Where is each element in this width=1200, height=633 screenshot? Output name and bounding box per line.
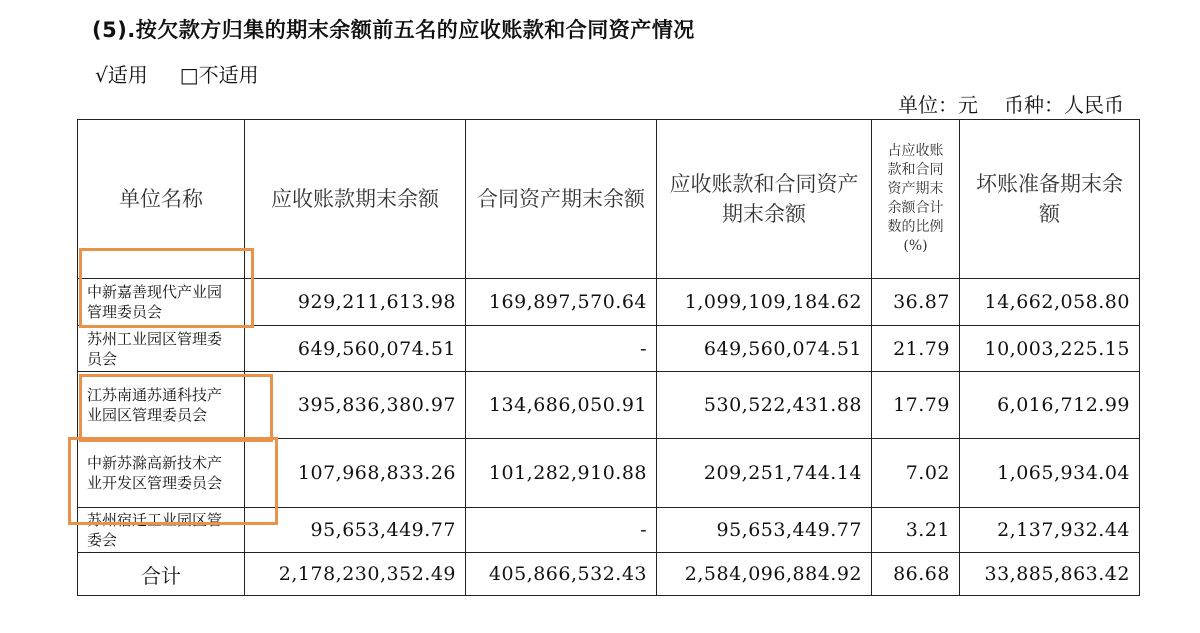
total-percentage-cell: 86.68 — [872, 553, 960, 596]
bad-debt-cell: 10,003,225.15 — [960, 326, 1140, 372]
receivable-cell: 95,653,449.77 — [245, 508, 466, 553]
percentage-cell: 7.02 — [872, 439, 960, 508]
table-row — [78, 508, 1140, 553]
table-row — [78, 279, 1140, 326]
table-row — [78, 372, 1140, 439]
unit-currency-line — [898, 89, 1124, 118]
company-name-cell: 中新苏滁高新技术产业开发区管理委员会 — [78, 439, 245, 508]
company-name-cell: 中新嘉善现代产业园管理委员会 — [78, 279, 245, 326]
contract-asset-cell: 169,897,570.64 — [466, 279, 657, 326]
table-row — [78, 439, 1140, 508]
table-row — [78, 326, 1140, 372]
header-percentage: 占应收账款和合同资产期末余额合计数的比例(%) — [872, 120, 960, 279]
header-combined-balance: 应收账款和合同资产期末余额 — [657, 120, 872, 279]
section-heading: (5).按欠款方归集的期末余额前五名的应收账款和合同资产情况 — [92, 18, 695, 42]
bad-debt-cell: 2,137,932.44 — [960, 508, 1140, 553]
contract-asset-cell: 134,686,050.91 — [466, 372, 657, 439]
header-receivable-balance: 应收账款期末余额 — [245, 120, 466, 279]
not-applicable-option: □不适用 — [179, 63, 259, 87]
bad-debt-cell: 14,662,058.80 — [960, 279, 1140, 326]
company-name-cell: 苏州宿迁工业园区管委会 — [78, 508, 245, 553]
combined-balance-cell: 649,560,074.51 — [657, 326, 872, 372]
bad-debt-cell: 1,065,934.04 — [960, 439, 1140, 508]
combined-balance-cell: 1,099,109,184.62 — [657, 279, 872, 326]
header-bad-debt-provision: 坏账准备期末余额 — [960, 120, 1140, 279]
percentage-cell: 17.79 — [872, 372, 960, 439]
unit-label: 单位：元 — [898, 93, 978, 117]
total-label-cell: 合计 — [78, 553, 245, 596]
total-bad-debt-cell: 33,885,863.42 — [960, 553, 1140, 596]
company-name-cell: 苏州工业园区管理委员会 — [78, 326, 245, 372]
combined-balance-cell: 530,522,431.88 — [657, 372, 872, 439]
header-row — [78, 120, 1140, 279]
header-company-name: 单位名称 — [78, 120, 245, 279]
receivable-cell: 395,836,380.97 — [245, 372, 466, 439]
contract-asset-cell: - — [466, 508, 657, 553]
currency-label: 币种：人民币 — [1004, 93, 1124, 117]
percentage-cell: 36.87 — [872, 279, 960, 326]
applicability-options — [95, 59, 259, 88]
combined-balance-cell: 95,653,449.77 — [657, 508, 872, 553]
total-combined-balance-cell: 2,584,096,884.92 — [657, 553, 872, 596]
percentage-cell: 21.79 — [872, 326, 960, 372]
header-contract-asset-balance: 合同资产期末余额 — [466, 120, 657, 279]
combined-balance-cell: 209,251,744.14 — [657, 439, 872, 508]
percentage-cell: 3.21 — [872, 508, 960, 553]
total-row — [78, 553, 1140, 596]
applicable-checked-option: √适用 — [95, 63, 148, 87]
contract-asset-cell: 101,282,910.88 — [466, 439, 657, 508]
receivable-cell: 649,560,074.51 — [245, 326, 466, 372]
receivables-top5-table — [77, 119, 1140, 596]
bad-debt-cell: 6,016,712.99 — [960, 372, 1140, 439]
receivable-cell: 929,211,613.98 — [245, 279, 466, 326]
company-name-cell: 江苏南通苏通科技产业园区管理委员会 — [78, 372, 245, 439]
total-receivable-cell: 2,178,230,352.49 — [245, 553, 466, 596]
total-contract-asset-cell: 405,866,532.43 — [466, 553, 657, 596]
contract-asset-cell: - — [466, 326, 657, 372]
receivable-cell: 107,968,833.26 — [245, 439, 466, 508]
